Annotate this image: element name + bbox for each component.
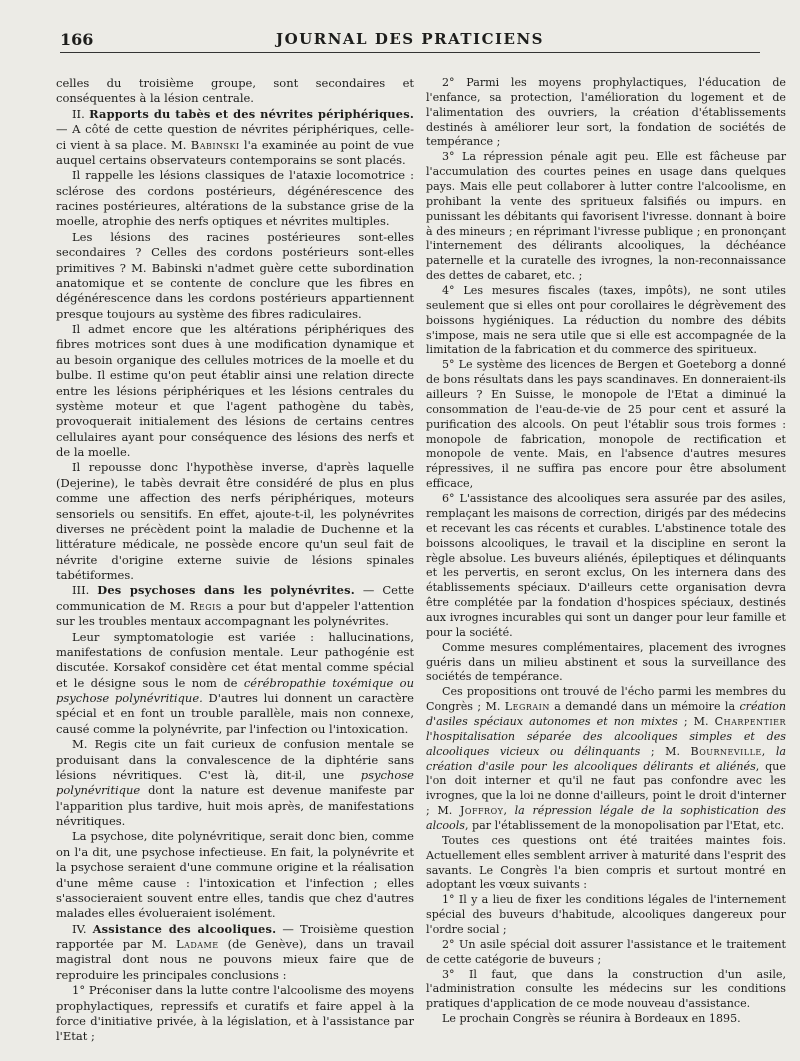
section-rapports-tabes (56, 107, 414, 169)
paragraph-text: Ces propositions ont trouvé de l'écho parmi les membres du Congrès ; M. (426, 685, 786, 714)
conclusion-item: 4° Les mesures fiscales (taxes, impôts), ne sont utiles seulement que si elles ont pour corollaires le dégrèvement des boissons hygiéniques. La réduction du nombre des débits s'impose, mais ne sera utile que si elle est accompagnée de la limitation de la fabrication et du commerce des spiritueux. (426, 284, 786, 357)
page-header (60, 30, 760, 53)
italic-term: création d'asiles spéciaux autonomes et non mixtes (426, 700, 786, 728)
paragraph-text: , par l'établissement de la monopolisation par l'Etat, etc. (464, 818, 785, 832)
paragraph-text: , que l'on doit interner et qu'il ne faut pas confondre avec les ivrognes, que la loi ne donne d'ailleurs, point le droit d'interner ; M. (426, 759, 786, 818)
author-name: Babinski (190, 137, 240, 152)
paragraph-text: Leur symptomatologie est variée : hallucinations, manifestations de confusion mentale. Leur pathogénie est discutée. Korsakof considère cet état mental comme spécial et le désigne sous le nom de (56, 629, 414, 690)
section-heading: Des psychoses dans les polynévrites. (97, 583, 355, 598)
resolution-item: 3° Il faut, que dans la construction d'un asile, l'administration consulte les médecins sur les conditions pratiques d'application de ce mode nouveau d'assistance. (426, 967, 786, 1011)
section-psychoses (56, 583, 414, 629)
resolution-item: 1° Il y a lieu de fixer les conditions légales de l'internement spécial des buveurs d'habitude, alcooliques dangereux pour l'ordre social ; (426, 893, 786, 936)
paragraph-text: a pour but d'appeler l'attention sur les troubles mentaux accompagnant les polynévrites. (56, 598, 415, 629)
author-name: Ladame (175, 937, 219, 951)
italic-term: la création d'asile pour les alcooliques délirants et aliénés (426, 744, 787, 773)
italic-term: la répression légale de la sophistication des alcools (426, 804, 786, 832)
paragraph: celles du troisième groupe, sont secondaires et conséquentes à la lésion centrale. (56, 76, 414, 106)
paragraph: Toutes ces questions ont été traitées maintes fois. Actuellement elles semblent arriver à maturité dans l'esprit des savants. Le Congrès l'a bien compris et surtout montré en adoptant les vœux suivants : (426, 833, 786, 892)
paragraph-text: (de Genève), dans un travail magistral dont nous ne pouvons mieux faire que de reproduire les principales conclusions : (56, 937, 414, 982)
section-assistance-alcooliques (56, 922, 414, 984)
paragraph-text: ; M. (640, 744, 691, 758)
paragraph-text: M. Regis cite un fait curieux de confusion mentale se produisant dans la convalescence de la diphtérie sans lésions névritiques. C'est là, dit-il, une (56, 737, 414, 782)
journal-title: JOURNAL DES PRATICIENS (276, 30, 544, 48)
paragraph-text: ; M. (677, 714, 715, 728)
right-column (426, 76, 786, 1027)
closing-line: Le prochain Congrès se réunira à Bordeaux en 1895. (442, 1012, 741, 1026)
author-name: Legrain (504, 700, 550, 714)
resolution-item: 2° Un asile spécial doit assurer l'assistance et le traitement de cette catégorie de buveurs ; (426, 937, 786, 966)
paragraph-text: — Cette communication de M. (56, 583, 414, 613)
paragraph: Il rappelle les lésions classiques de l'ataxie locomotrice : sclérose des cordons postérieurs, dégénérescence des racines postérieures, altérations de la substance grise de la moelle, atrophie des nerfs optiques et névrites multiples. (56, 168, 414, 229)
paragraph-text: , (761, 744, 776, 758)
paragraph (56, 630, 414, 738)
left-column (56, 76, 414, 1045)
paragraph-text: D'autres lui donnent un caractère spécial et en font un trouble parallèle, mais non connexe, causé comme la polynévrite, par l'infection ou l'intoxication. (56, 691, 414, 736)
conclusion-item: 3° La répression pénale agit peu. Elle est fâcheuse par l'accumulation des courtes peines en usage dans quelques pays. Mais elle peut collaborer à lutter contre l'alcoolisme, en prohibant la vente des spritueux falsifiés ou impurs. en punissant les débitants qui favorisent l'ivresse. donnant à boire à des mineurs ; en réprimant l'ivresse publique ; en prononçant l'internement des délirants alcooliques, la déchéance paternelle et la curatelle des ivrognes, la non-reconnaissance des dettes de cabaret, etc. ; (426, 150, 786, 283)
conclusion-item: 5° Le système des licences de Bergen et Goeteborg a donné de bons résultats dans les pays scandinaves. En donneraient-ils ailleurs ? En Suisse, le monopole de l'Etat a diminué la consommation de l'eau-de-vie de 25 pour cent et assuré la purification des alcools. On peut l'établir sous trois formes : monopole de fabrication, monopole de rectification et monopole de vente. Mais, en l'absence d'autres mesures répressives, il ne suffira pas encore pour être absolument efficace, (426, 358, 786, 491)
paragraph-text: , (503, 804, 515, 818)
paragraph-text: dont la nature est devenue manifeste par l'apparition plus tardive, huit mois après, de manifestations névritiques. (56, 783, 414, 828)
author-name: Charpentier (714, 714, 786, 728)
paragraph-text: a demandé dans un mémoire la (549, 700, 740, 714)
italic-term: psychose polynévritique (56, 767, 414, 798)
paragraph (56, 737, 414, 829)
conclusion-item: 6° L'assistance des alcooliques sera assurée par des asiles, remplaçant les maisons de correction, dirigés par des médecins et recevant les cas récents et curables. L'abstinence totale des boissons alcooliques, le travail et la discipline en seront la règle absolue. Les buveurs aliénés, épileptiques et délinquants et les pervertis, en seront exclus, On les internera dans des établissements spéciaux. D'ailleurs cette organisation devra être complétée par la fondation d'hospices spéciaux, destinés aux ivrognes incurables qui sont un danger pour leur famille et pour la société. (426, 492, 786, 639)
italic-term: cérébropathie toxémique ou psychose polynévritique. (56, 675, 414, 705)
section-number: IV. (72, 921, 87, 936)
paragraph-text: — A côté de cette question de névrites périphériques, celle-ci vient à sa place. M. (56, 122, 414, 152)
conclusion-item: 2° Parmi les moyens prophylactiques, l'éducation de l'enfance, sa protection, l'amélioration du logement et de l'alimentation des ouvriers, la création d'établissements destinés à améliorer leur sort, la fondation de sociétés de tempérance ; (426, 76, 786, 149)
conclusion-item: 1° Préconiser dans la lutte contre l'alcoolisme des moyens prophylactiques, repressifs et curatifs et faire appel à la force d'initiative privée, à la législation, et à l'assistance par l'Etat ; (56, 983, 414, 1044)
author-name: Bourneville (690, 744, 762, 758)
paragraph (426, 685, 786, 834)
paragraph: Les lésions des racines postérieures sont-elles secondaires ? Celles des cordons postérieurs sont-elles primitives ? M. Babinski n'admet guère cette subordination anatomique et se contente de conclure que les fibres en dégénérescence dans les cordons postérieurs appartiennent presque toujours au système des fibres radiculaires. (56, 229, 414, 321)
section-number: II. (72, 106, 85, 121)
paragraph: Il admet encore que les altérations périphériques des fibres motrices sont dues à une modification dynamique et au besoin organique des cellules motrices de la moelle et du bulbe. Il estime qu'on peut établir ainsi une relation directe entre les lésions périphériques et les lésions centrales du système moteur et que l'agent pathogène du tabès, provoquerait initialement des lésions de certains centres cellulaires ayant pour conséquence des lésions des nerfs et de la moelle. (56, 322, 414, 459)
paragraph-text: l'a examinée au point de vue auquel certains observateurs contemporains se sont placés. (56, 137, 414, 167)
page-number: 166 (60, 30, 94, 49)
author-name: Regis (189, 598, 222, 613)
paragraph-text: — Troisième question rapportée par M. (56, 921, 414, 951)
paragraph: Comme mesures complémentaires, placement des ivrognes guéris dans un milieu abstinent et sous la surveillance des sociétés de tempérance. (426, 640, 786, 684)
paragraph: Il repousse donc l'hypothèse inverse, d'après laquelle (Dejerine), le tabès devrait être considéré de plus en plus comme une affection des nerfs périphériques, moteurs sensoriels ou sensitifs. En effet, ajoute-t-il, les polynévrites diverses ne précèdent point la maladie de Duchenne et la littérature médicale, ne possède encore qu'un seul fait de névrite d'origine externe suivie de lésions spinales tabétiformes. (56, 460, 414, 582)
section-number: III. (72, 583, 90, 598)
section-heading: Assistance des alcooliques. (92, 921, 277, 936)
author-name: Joffroy (459, 804, 504, 818)
italic-term: l'hospitalisation séparée des alcooliques simples et des alcooliques vicieux ou délinquants (426, 729, 786, 758)
paragraph: La psychose, dite polynévritique, serait donc bien, comme on l'a dit, une psychose infectieuse. En fait, la polynévrite et la psychose seraient d'une commune origine et la réalisation d'une même cause : l'intoxication et l'infection ; elles s'associeraient souvent entre elles, tandis que chez d'autres malades elles évolueraient isolément. (56, 829, 414, 921)
section-heading: Rapports du tabès et des névrites périphériques. (89, 106, 415, 121)
